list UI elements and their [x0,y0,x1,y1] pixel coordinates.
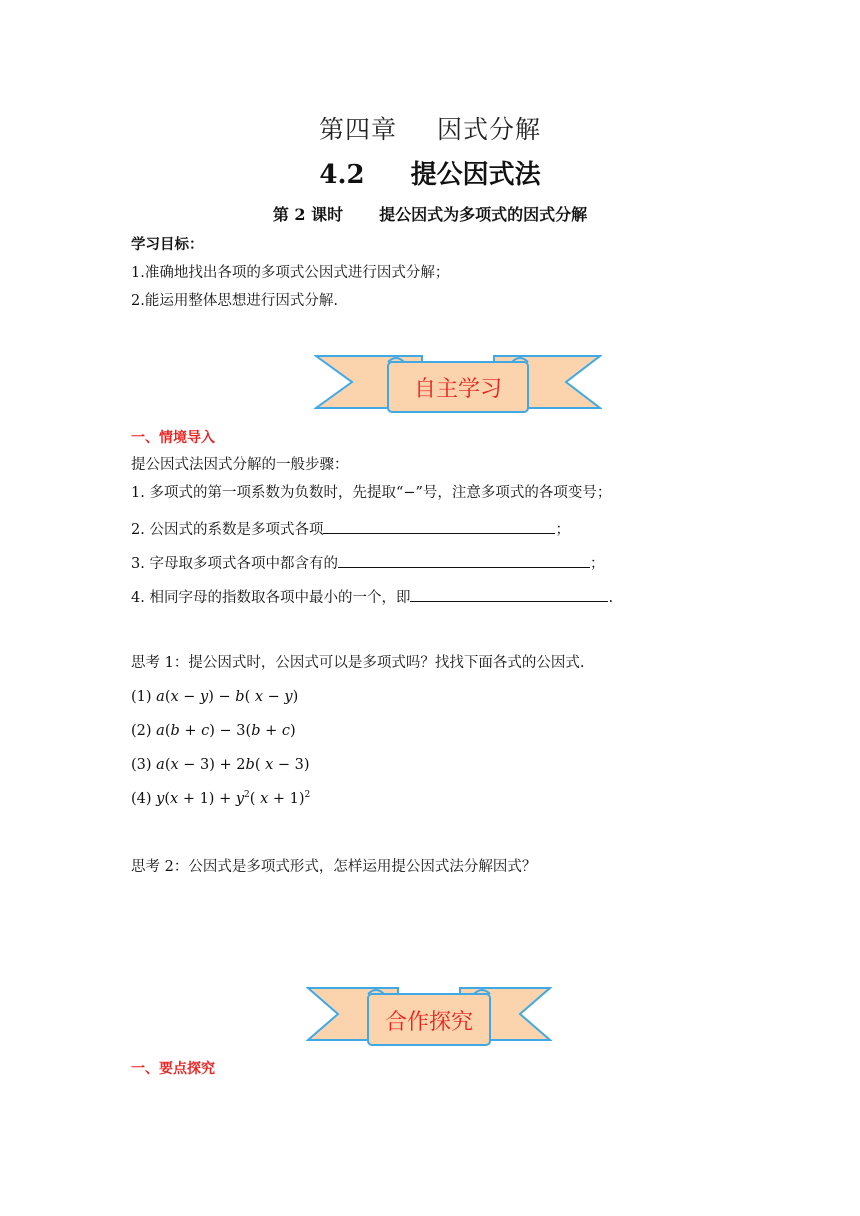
step-2-text: 2. 公因式的系数是多项式各项 [131,522,324,538]
self-study-label: 自主学习 [413,377,503,402]
step-2-suffix: ； [555,522,570,538]
step-3-text: 3. 字母取多项式各项中都含有的 [131,556,338,572]
intro-lead: 提公因式法因式分解的一般步骤： [131,457,349,473]
chapter-heading [0,110,860,146]
section-title: 提公因式法 [410,160,541,190]
cooperation-banner [306,984,552,1048]
intro-heading: 一、情境导入 [131,430,215,446]
step-4-suffix: . [608,590,614,606]
think-1-prompt: 思考 1：提公因式时，公因式可以是多项式吗？找找下面各式的公因式. [131,655,585,671]
step-4 [131,586,613,608]
section-number: 4.2 [319,160,365,190]
expression-1: (1) a(x − y) − b( x − y) [131,689,299,705]
objectives-heading: 学习目标： [131,236,204,253]
lesson-number: 第 2 课时 [272,205,344,224]
chapter-title: 因式分解 [437,115,542,144]
step-3-suffix: ； [589,556,605,572]
step-2-blank[interactable] [323,518,555,534]
chapter-number: 第四章 [318,115,397,144]
step-3 [131,552,604,574]
expression-2: (2) a(b + c) − 3(b + c) [131,723,296,739]
cooperation-label: 合作探究 [384,1010,474,1035]
expression-3: (3) a(x − 3) + 2b( x − 3) [131,757,310,773]
explore-heading: 一、要点探究 [131,1061,215,1077]
step-2 [131,518,570,540]
step-4-text: 4. 相同字母的指数取各项中最小的一个，即 [131,590,411,606]
section-heading [0,154,860,191]
step-1: 1. 多项式的第一项系数为负数时，先提取“−”号，注意多项式的各项变号； [131,485,612,501]
lesson-heading [0,202,860,225]
objective-item-1: 1.准确地找出各项的多项式公因式进行因式分解； [131,265,450,281]
think-2-prompt: 思考 2：公因式是多项式形式，怎样运用提公因式法分解因式？ [131,859,537,875]
step-3-blank[interactable] [338,552,590,568]
lesson-title: 提公因式为多项式的因式分解 [379,205,588,224]
objective-item-2: 2.能运用整体思想进行因式分解. [131,293,338,309]
step-4-blank[interactable] [410,586,608,602]
self-study-banner [314,352,602,416]
expression-4: (4) $y(x + 1) + y^2$( x + 1)$^2$ [131,790,311,807]
